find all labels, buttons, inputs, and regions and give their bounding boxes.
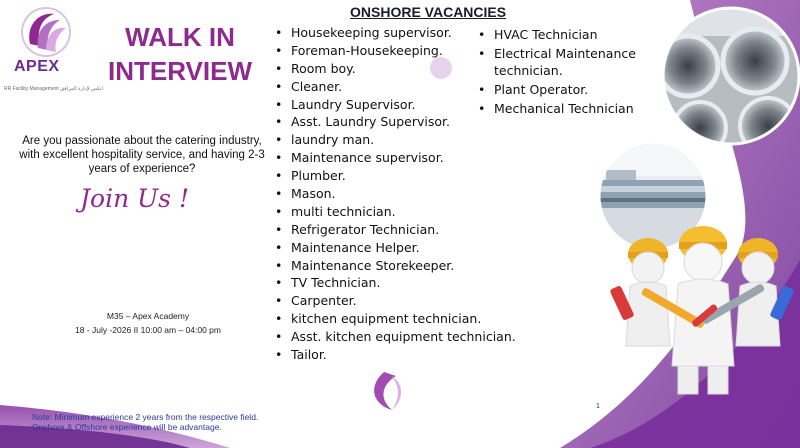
list-item: • Mechanical Technician [478,100,663,117]
page-number: 1 [596,403,600,410]
experience-note: Note: Minimum experience 2 years from the respective field. Onshore & Offshore experience will be advantage. [32,412,259,432]
list-item: • Maintenance supervisor. [275,149,516,167]
join-us-text: Join Us ! [80,184,190,213]
vacancies-list-right [478,26,663,119]
vacancies-title: ONSHORE VACANCIES [350,4,507,20]
intro-text: Are you passionate about the catering industry, with excellent hospitality service, and having 2-3 years of experience? [19,135,265,175]
list-item: • TV Technician. [275,274,516,292]
list-item: • Cleaner. [275,78,516,96]
list-item: • Asst. kitchen equipment technician. [275,328,516,346]
list-item: • Tailor. [275,346,516,364]
list-item: • Refrigerator Technician. [275,221,516,239]
washing-machines-photo [660,6,800,146]
logo-tagline: RR Facility Management ابكس لإدارة المرافق [4,86,103,92]
walk-in-interview-heading: WALK IN INTERVIEW [108,22,252,86]
logo-wordmark: APEX [14,58,60,75]
list-item: • Foreman-Housekeeping. [275,42,516,60]
list-item: • Mason. [275,185,516,203]
list-item: • Plant Operator. [478,81,663,98]
list-item: • multi technician. [275,203,516,221]
list-item: • Asst. Laundry Supervisor. [275,113,516,131]
list-item: • Housekeeping supervisor. [275,24,516,42]
workers-illustration [608,216,798,396]
list-item: • Maintenance Helper. [275,239,516,257]
list-item: • HVAC Technician [478,26,663,43]
list-item: • Room boy. [275,60,516,78]
list-item: • laundry man. [275,131,516,149]
interview-location [30,309,266,337]
list-item: • kitchen equipment technician. [275,310,516,328]
list-item: • Plumber. [275,167,516,185]
datetime-text: 18 - July -2026 II 10:00 am – 04:00 pm [74,325,221,335]
list-item: • Carpenter. [275,292,516,310]
venue-text: M35 – Apex Academy [106,311,190,321]
apex-logo [8,4,88,96]
list-item: • Maintenance Storekeeper. [275,257,516,275]
list-item: • Electrical Maintenance technician. [478,45,663,79]
list-item: • Laundry Supervisor. [275,96,516,114]
